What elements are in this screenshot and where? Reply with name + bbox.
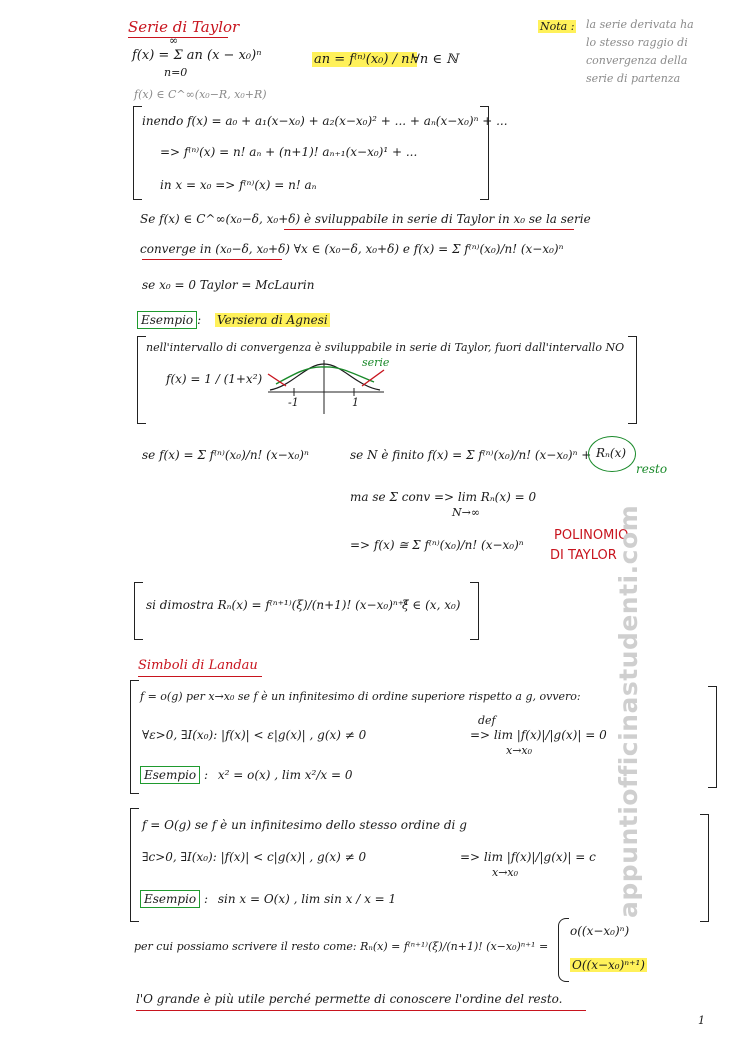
little-o-limit-sub: x→x₀ — [506, 744, 533, 757]
approx-line: => f(x) ≅ Σ f⁽ⁿ⁾(x₀)/n! (x−x₀)ⁿ — [350, 538, 524, 552]
analytic-underline1 — [284, 229, 574, 230]
lagrange-left-bracket — [134, 582, 143, 640]
analytic-underline2 — [142, 259, 282, 260]
remainder-series: se f(x) = Σ f⁽ⁿ⁾(x₀)/n! (x−x₀)ⁿ — [142, 448, 309, 462]
big-o-condition: ∃c>0, ∃I(x₀): |f(x)| < c|g(x)| , g(x) ≠ 0 — [142, 850, 367, 864]
big-o-example: Esempio : sin x = O(x) , lim sin x / x = 1 — [140, 892, 396, 906]
def-label: def — [478, 714, 496, 727]
big-o-right-bracket — [700, 814, 709, 922]
example1-right-bracket — [628, 336, 637, 424]
little-o-condition: ∀ε>0, ∃I(x₀): |f(x)| < ε|g(x)| , g(x) ≠ 0 — [142, 728, 367, 742]
series-label: serie — [362, 356, 390, 369]
note-label: Nota : — [540, 20, 575, 33]
lagrange-formula: si dimostra Rₙ(x) = f⁽ⁿ⁺¹⁾(ξ)/(n+1)! (x−x₀)ⁿ⁺¹ — [146, 598, 409, 612]
poly-label-2: DI TAYLOR — [550, 548, 617, 563]
big-o-definition: f = O(g) se f è un infinitesimo dello stesso ordine di g — [142, 818, 467, 832]
little-o-limit: => lim |f(x)|/|g(x)| = 0 — [470, 728, 607, 742]
taylor-series-formula: f(x) = Σ an (x − x₀)ⁿ — [132, 48, 262, 63]
note-text: la serie derivata ha lo stesso raggio di convergenza della serie di partenza — [586, 18, 694, 85]
box1-line2: => f⁽ⁿ⁾(x) = n! aₙ + (n+1)! aₙ₊₁(x−x₀)¹ + ... — [160, 145, 418, 159]
resto-label: resto — [636, 462, 668, 476]
box1-left-bracket — [133, 106, 142, 200]
little-o-right-bracket — [708, 686, 717, 788]
landau-title: Simboli di Landau — [138, 658, 258, 673]
analytic-line2: converge in (x₀−δ, x₀+δ) ∀x ∈ (x₀−δ, x₀+δ) e f(x) = Σ f⁽ⁿ⁾(x₀)/n! (x−x₀)ⁿ — [140, 242, 564, 256]
box1-line3: in x = x₀ => f⁽ⁿ⁾(x) = n! aₙ — [160, 178, 317, 192]
poly-label-1: POLINOMIO — [554, 528, 629, 543]
rest-case-big-o: O((x−x₀)ⁿ⁺¹) — [572, 958, 645, 972]
tick-label-one: 1 — [352, 396, 359, 409]
little-o-definition: f = o(g) per x→x₀ se f è un infinitesimo di ordine superiore rispetto a g, ovvero: — [140, 690, 581, 703]
rest-case-little-o: o((x−x₀)ⁿ) — [570, 924, 630, 938]
rest-expression: per cui possiamo scrivere il resto come: Rₙ(x) = f⁽ⁿ⁺¹⁾(ξ)/(n+1)! (x−x₀)ⁿ⁺¹ = — [134, 940, 549, 953]
forall-n: ∀n ∈ ℕ — [412, 52, 458, 67]
example1-text: nell'intervallo di convergenza è sviluppabile in serie di Taylor, fuori dall'intervallo NO — [146, 341, 625, 354]
example1-left-bracket — [137, 336, 146, 424]
big-o-limit-sub: x→x₀ — [492, 866, 519, 879]
little-o-example: Esempio : x² = o(x) , lim x²/x = 0 — [140, 768, 352, 782]
coef-formula: an = f⁽ⁿ⁾(x₀) / n! — [314, 52, 415, 67]
example1-function: f(x) = 1 / (1+x²) — [166, 372, 263, 386]
page-number: 1 — [698, 1014, 705, 1027]
page-title: Serie di Taylor — [128, 18, 240, 36]
tick-label-minus-one: -1 — [288, 396, 299, 409]
sum-top: ∞ — [169, 34, 179, 47]
big-o-left-bracket — [130, 808, 139, 922]
big-o-limit: => lim |f(x)|/|g(x)| = c — [460, 850, 596, 864]
box1-line1: inendo f(x) = a₀ + a₁(x−x₀) + a₂(x−x₀)² + ... + aₙ(x−x₀)ⁿ + ... — [142, 114, 508, 128]
maclaurin-line: se x₀ = 0 Taylor = McLaurin — [142, 278, 315, 292]
landau-underline — [138, 676, 262, 677]
lagrange-right-bracket — [470, 582, 479, 640]
limit-sub: N→∞ — [452, 506, 481, 519]
final-note: l'O grande è più utile perché permette di conoscere l'ordine del resto. — [136, 992, 563, 1006]
watermark: appuntiofficinastudenti.com — [614, 504, 643, 918]
cases-brace — [558, 918, 569, 982]
sum-bottom: n=0 — [164, 66, 188, 79]
remainder-finite: se N è finito f(x) = Σ f⁽ⁿ⁾(x₀)/n! (x−x₀)ⁿ + — [350, 448, 592, 462]
rn-symbol: Rₙ(x) — [596, 446, 627, 460]
lagrange-xi: ξ ∈ (x, x₀) — [402, 598, 461, 612]
example1-header: Esempio : Versiera di Agnesi — [137, 313, 330, 327]
limit-line: ma se Σ conv => lim Rₙ(x) = 0 — [350, 490, 537, 504]
smoothness-note: f(x) ∈ C^∞(x₀−R, x₀+R) — [134, 88, 267, 101]
little-o-left-bracket — [130, 680, 139, 794]
final-underline — [136, 1010, 586, 1011]
analytic-line1: Se f(x) ∈ C^∞(x₀−δ, x₀+δ) è sviluppabile in serie di Taylor in x₀ se la serie — [140, 212, 591, 226]
